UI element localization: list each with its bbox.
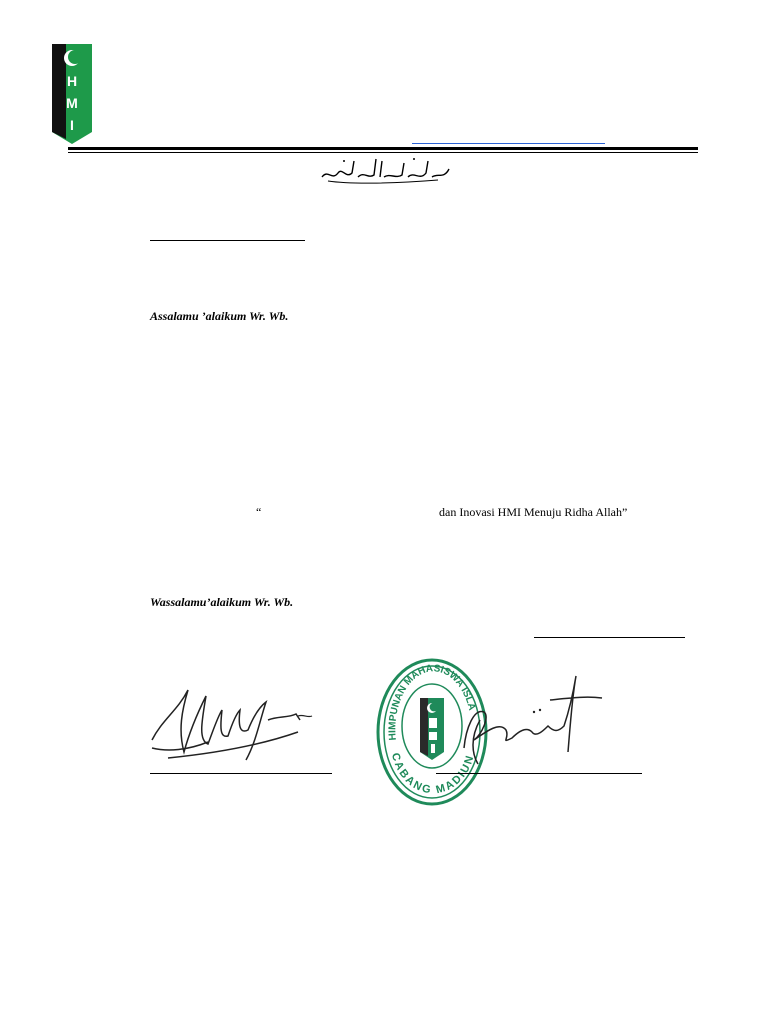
svg-text:M: M [66,95,78,111]
closing-greeting: Wassalamu’alaikum Wr. Wb. [150,595,294,609]
stamp-bottom-text: CABANG MADIUN [388,751,477,797]
signature-line-right [436,773,642,774]
header-link-underline[interactable] [412,143,605,144]
recipient-underline [150,240,305,241]
header-rule-thin [68,152,698,153]
svg-text:H: H [66,73,78,89]
signature-right [460,668,610,778]
signature-left [148,680,318,780]
stamp-top-text: HIMPUNAN MAHASISWA ISLA [387,663,478,741]
theme-text: dan Inovasi HMI Menuju Ridha Allah” [439,505,628,519]
theme-open-quote: “ [256,505,262,519]
header-rule-thick [68,147,698,150]
date-underline [534,637,685,638]
opening-greeting: Assalamu ’alaikum Wr. Wb. [150,309,289,323]
hmi-logo [52,44,92,144]
signature-line-left [150,773,332,774]
svg-text:I: I [70,117,74,133]
basmala-calligraphy [318,155,453,185]
